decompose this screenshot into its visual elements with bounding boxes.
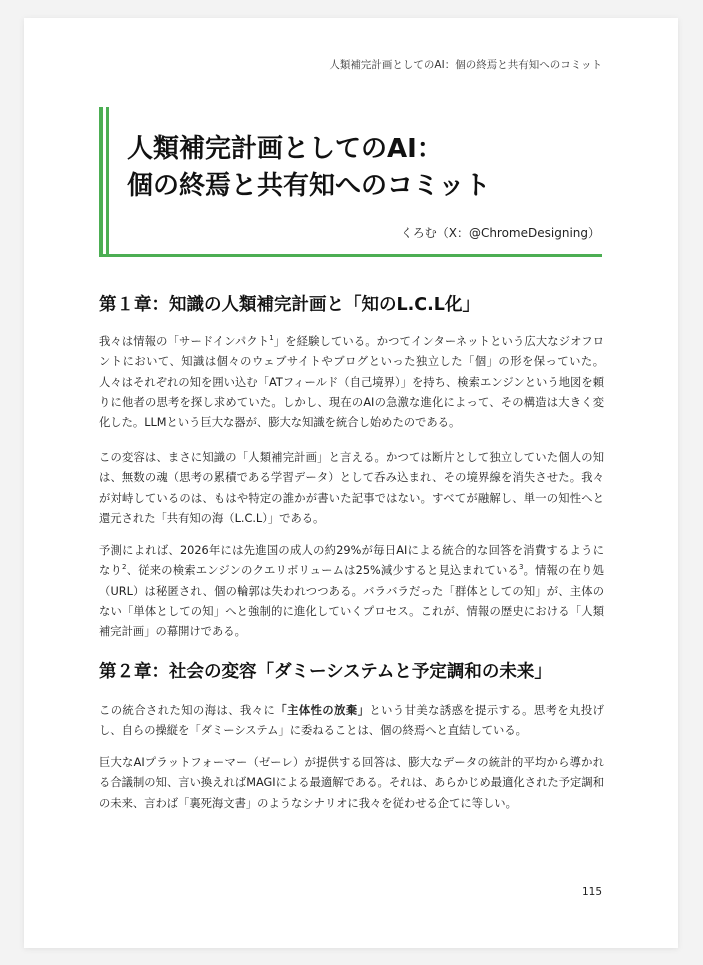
author-byline: くろむ（X：@ChromeDesigning）	[400, 226, 600, 240]
text-run: 我々は情報の「サードインパクト	[99, 335, 270, 348]
chapter-2-paragraph-2: 巨大なAIプラットフォーマー（ゼーレ）が提供する回答は、膨大なデータの統計的平均から導かれる合議制の知、言い換えればMAGIによる最適解である。それは、あらかじめ最適化された予定調和の未来、言わば「裏死海文書」のようなシナリオに我々を従わせる企てに等しい。	[99, 756, 604, 810]
chapter-1-paragraph-3	[99, 541, 604, 642]
text-run: 。情報の在り処（URL）は秘匿され、個の輪郭は失われつつある。バラバラだった「群体としての知」が、主体のない「単体としての知」へと強制的に進化していくプロセス。これが、情報の歴史における「人類補完計画」の幕開けである。	[99, 564, 604, 639]
chapter-1-paragraph-1	[99, 332, 604, 433]
text-run: 」を経験している。かつてインターネットという広大なジオフロントにおいて、知識は個々のウェブサイトやブログといった独立した「個」の形を保っていた。人々はそれぞれの知を囲い込む「ATフィールド（自己境界）」を持ち、検索エンジンという地図を頼りに他者の思考を探し求めていた。しかし、現在のAIの急激な進化によって、その構造は大きく変化した。LLMという巨大な器が、膨大な知識を統合し始めたのである。	[99, 335, 604, 430]
title-block	[99, 107, 602, 257]
running-header: 人類補完計画としてのAI：個の終焉と共有知へのコミット	[329, 59, 602, 71]
article-title	[127, 131, 490, 205]
chapter-1-title: 第１章：知識の人類補完計画と「知のL.C.L化」	[99, 295, 480, 315]
book-page	[24, 18, 678, 948]
chapter-2-paragraph-1	[99, 701, 604, 742]
chapter-2-title: 第２章：社会の変容「ダミーシステムと予定調和の未来」	[99, 662, 552, 682]
page-number: 115	[581, 886, 602, 898]
chapter-1-paragraph-2: この変容は、まさに知識の「人類補完計画」と言える。かつては断片として独立していた個人の知は、無数の魂（思考の累積である学習データ）として呑み込まれ、その境界線を消失させた。我々が対峙しているのは、もはや特定の誰かが書いた記事ではない。すべてが融解し、単一の知性へと還元された「共有知の海（L.C.L）」である。	[99, 451, 604, 525]
article-title-line-1: 人類補完計画としてのAI：	[127, 134, 443, 164]
footnote-ref[interactable]: 2	[122, 563, 127, 572]
title-accent-bar	[106, 107, 109, 254]
text-run: 、従来の検索エンジンのクエリボリュームは25%減少すると見込まれている	[126, 564, 519, 578]
footnote-ref[interactable]: 3	[518, 563, 524, 572]
emphasis-text: 「主体性の放棄」	[275, 704, 370, 717]
text-run: この統合された知の海は、我々に	[99, 704, 276, 717]
footnote-ref[interactable]: 1	[269, 334, 274, 342]
article-title-line-2: 個の終焉と共有知へのコミット	[127, 171, 491, 201]
text-run: 予測によれば、2026年には先進国の成人の約29%が毎日AIによる統合的な回答を消費するようになり	[99, 544, 604, 578]
text-run: という甘美な誘惑を提示する。思考を丸投げし、自らの操縦を「ダミーシステム」に委ねることは、個の終焉へと直結している。	[99, 704, 604, 738]
